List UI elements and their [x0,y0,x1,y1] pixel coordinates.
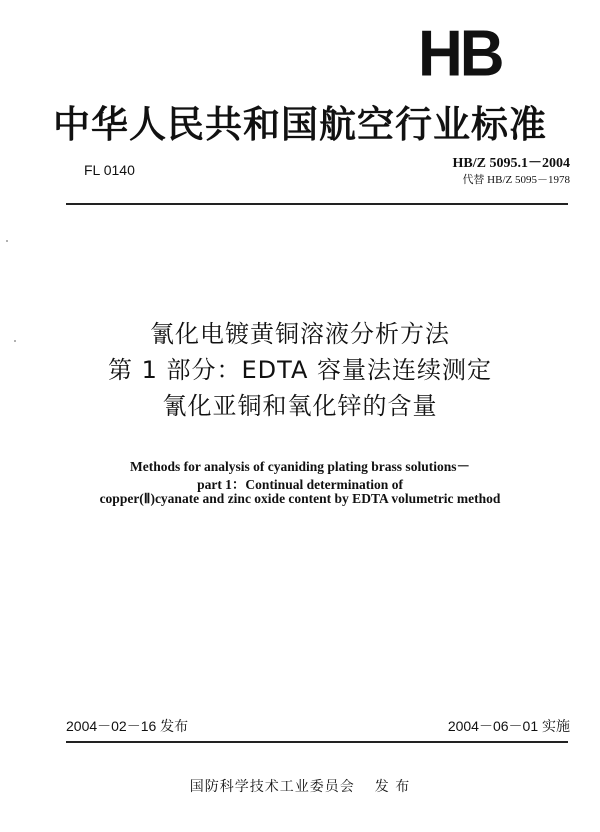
header-divider [66,203,568,205]
issuing-body-title: 中华人民共和国航空行业标准 [53,103,547,146]
publisher-name: 国防科学技术工业委员会 [189,779,355,795]
english-title-line-2: part 1：Continual determination of [197,477,403,492]
scan-speck [6,240,8,242]
publisher-label: 发 布 [374,779,411,795]
replaced-standard: 代替 HB/Z 5095－1978 [462,174,570,186]
issue-date: 2004－02－16 发布 [66,718,189,734]
implementation-date: 2004－06－01 实施 [447,718,570,734]
hb-logo: HB [418,17,502,91]
chinese-title-line-1: 氰化电镀黄铜溶液分析方法 [150,320,450,348]
classification-code: FL 0140 [84,162,135,178]
english-title-line-1: Methods for analysis of cyaniding plating brass solutions－ [130,459,470,474]
chinese-title-line-3: 氰化亚铜和氧化锌的含量 [162,392,438,420]
scan-speck [14,340,16,342]
chinese-title-line-2: 第 1 部分：EDTA 容量法连续测定 [107,356,492,384]
footer-divider [66,741,568,743]
publisher-line [0,776,600,796]
english-title-line-3: copper(Ⅱ)cyanate and zinc oxide content by EDTA volumetric method [99,491,501,506]
standard-number: HB/Z 5095.1－2004 [452,156,570,171]
